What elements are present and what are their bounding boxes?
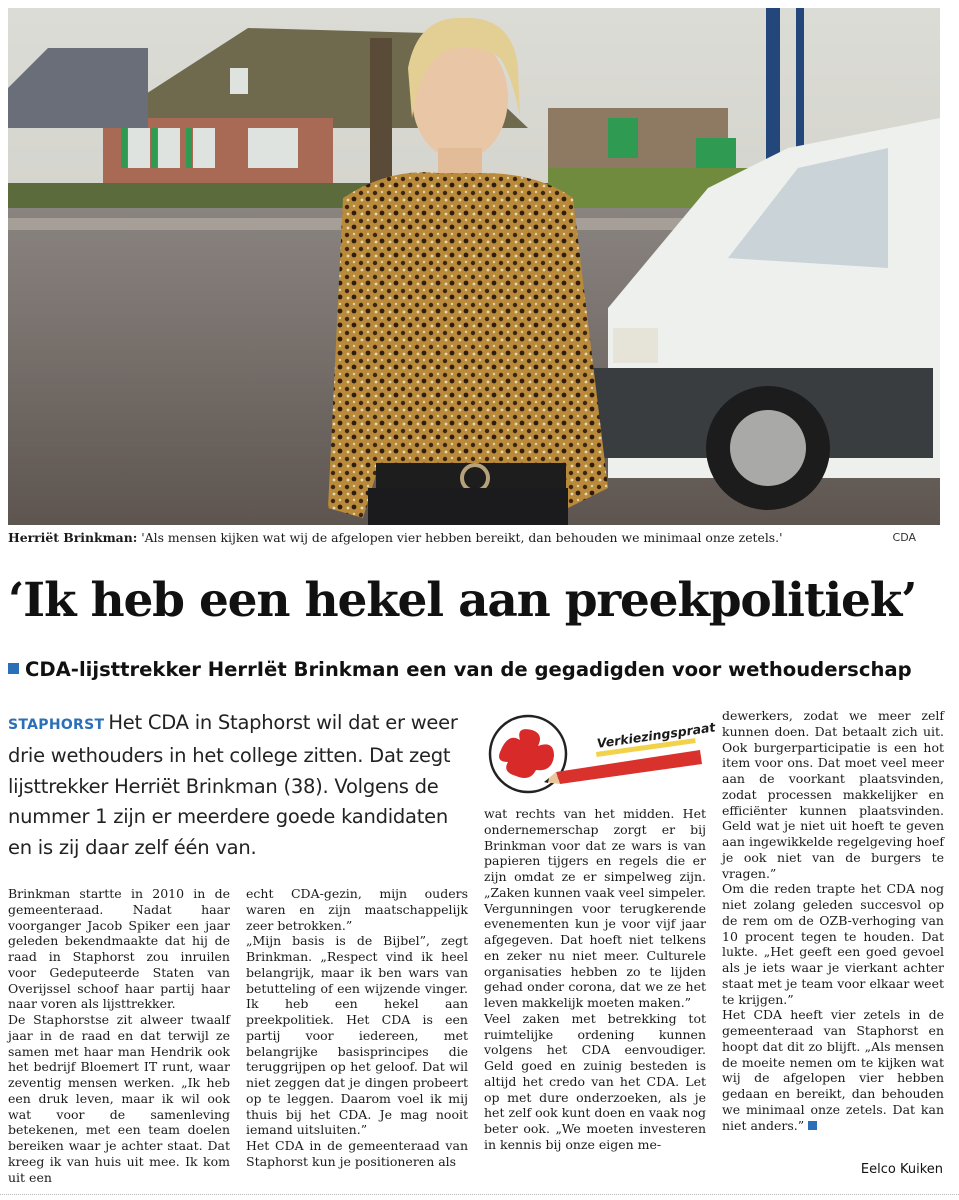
paragraph: „Mijn basis is de Bijbel”, zegt Brinkman. „Respect vind ik heel belangrijk, maar ik ben wars van betutteling of een wijzende vinger. Ik heb een hekel aan preekpolitiek. Het CDA is een partij voor iedereen, met belangrijke basisprincipes die teruggrijpen op het geloof. Dat wil niet zeggen dat je dingen probeert op te leggen. Daarom voel ik mij thuis bij het CDA. Je mag nooit iemand uitsluiten.” <box>246 933 468 1138</box>
paragraph: Brinkman startte in 2010 in de gemeenteraad. Nadat haar voorganger Jacob Spiker een jaar geleden bekendmaakte dat hij de raad in Staphorst zou inruilen voor Gedeputeerde Staten van Overijssel schoof haar partij haar naar voren als lijsttrekker. <box>8 886 230 1012</box>
paragraph-last <box>722 1007 944 1133</box>
headline: ‘Ik heb een hekel aan preekpolitiek’ <box>8 573 917 628</box>
paragraph: dewerkers, zodat we meer zelf kunnen doen. Dat betaalt zich uit. Ook burgerparticipatie is een hot item voor ons. Dat moet veel meer aan de voorkant plaatsvinden, zodat processen makkelijker en efficiënter kunnen plaatsvinden. Geld wat je niet uit hoeft te geven aan ingewikkelde regelgeving hoef je ook niet van de burgers te vragen.” <box>722 708 944 881</box>
intro-text: Het CDA in Staphorst wil dat er weer drie wethouders in het college zitten. Dat zegt lijsttrekker Herriët Brinkman (38). Volgens de nummer 1 zijn er meerdere goede kandidaten en is zij daar zelf één van. <box>8 711 458 860</box>
photo-illustration <box>8 8 940 525</box>
caption-name: Herriët Brinkman: <box>8 530 138 545</box>
article-photo <box>8 8 940 525</box>
paragraph: echt CDA-gezin, mijn ouders waren en zijn maatschappelijk zeer betrokken.” <box>246 886 468 933</box>
end-mark-icon <box>808 1121 817 1130</box>
body-column-3 <box>484 806 706 1153</box>
subhead-text: CDA-lijsttrekker HerrIët Brinkman een van de gegadigden voor wethouderschap <box>25 658 912 681</box>
paragraph: Om die reden trapte het CDA nog niet zolang geleden succesvol op de rem om de OZB-verhoging van 10 procent tegen te houden. Dat lukte. „Het geeft een goed gevoel als je iets waar je vierkant achter staat met je team voor elkaar weet te krijgen.” <box>722 881 944 1007</box>
photo-caption <box>8 529 940 547</box>
badge-label: Verkiezingspraat <box>596 719 717 751</box>
page-divider <box>0 1194 959 1195</box>
body-column-1 <box>8 886 230 1185</box>
dateline: STAPHORST <box>8 717 105 733</box>
photo-credit: CDA <box>892 531 916 544</box>
intro-paragraph <box>8 708 470 864</box>
caption-quote: 'Als mensen kijken wat wij de afgelopen vier hebben bereikt, dan behouden we minimaal onze zetels.' <box>141 530 783 545</box>
body-column-4 <box>722 708 944 1133</box>
paragraph-text: Het CDA heeft vier zetels in de gemeenteraad van Staphorst en hoopt dat dit zo blijft. „Als mensen de moeite nemen om te kijken wat wij de afgelopen vier hebben gedaan en bereikt, dan behouden we minimaal onze zetels. Dat kan niet anders.” <box>722 1007 944 1133</box>
paragraph: wat rechts van het midden. Het ondernemerschap zorgt er bij Brinkman voor dat ze wars is van papieren tijgers en regels die er zijn omdat ze er simpelweg zijn. „Zaken kunnen vaak veel simpeler. Vergunningen voor terugkerende evenementen kun je voor vijf jaar afgegeven. Dat hoeft niet telkens en zeker nu niet meer. Culturele organisaties hebben zo te lijden gehad onder corona, dat we ze het leven makkelijk moeten maken.” <box>484 806 706 1010</box>
paragraph: De Staphorstse zit alweer twaalf jaar in de raad en dat terwijl ze samen met haar man Hendrik ook het bedrijf Bloemert IT runt, waar zeventig mensen werken. „Ik heb een druk leven, maar ik wil ook wat voor de samenleving betekenen, met een team doelen bereiken waar je achter staat. Dat kreeg ik van huis uit mee. Ik kom uit een <box>8 1012 230 1185</box>
verkiezingspraat-badge <box>486 712 717 796</box>
body-column-2 <box>246 886 468 1170</box>
subheadline <box>8 656 948 684</box>
paragraph: Veel zaken met betrekking tot ruimtelijke ordening kunnen volgens het CDA eenvoudiger. Geld goed en zuinig besteden is altijd het credo van het CDA. Let op met dure onderzoeken, als je het zelf ook kunt doen en vaak nog beter ook. „We moeten investeren in kennis bij onze eigen me- <box>484 1010 706 1152</box>
paragraph: Het CDA in de gemeenteraad van Staphorst kun je positioneren als <box>246 1138 468 1169</box>
subhead-bullet-icon <box>8 663 19 674</box>
author-byline: Eelco Kuiken <box>860 1162 943 1177</box>
